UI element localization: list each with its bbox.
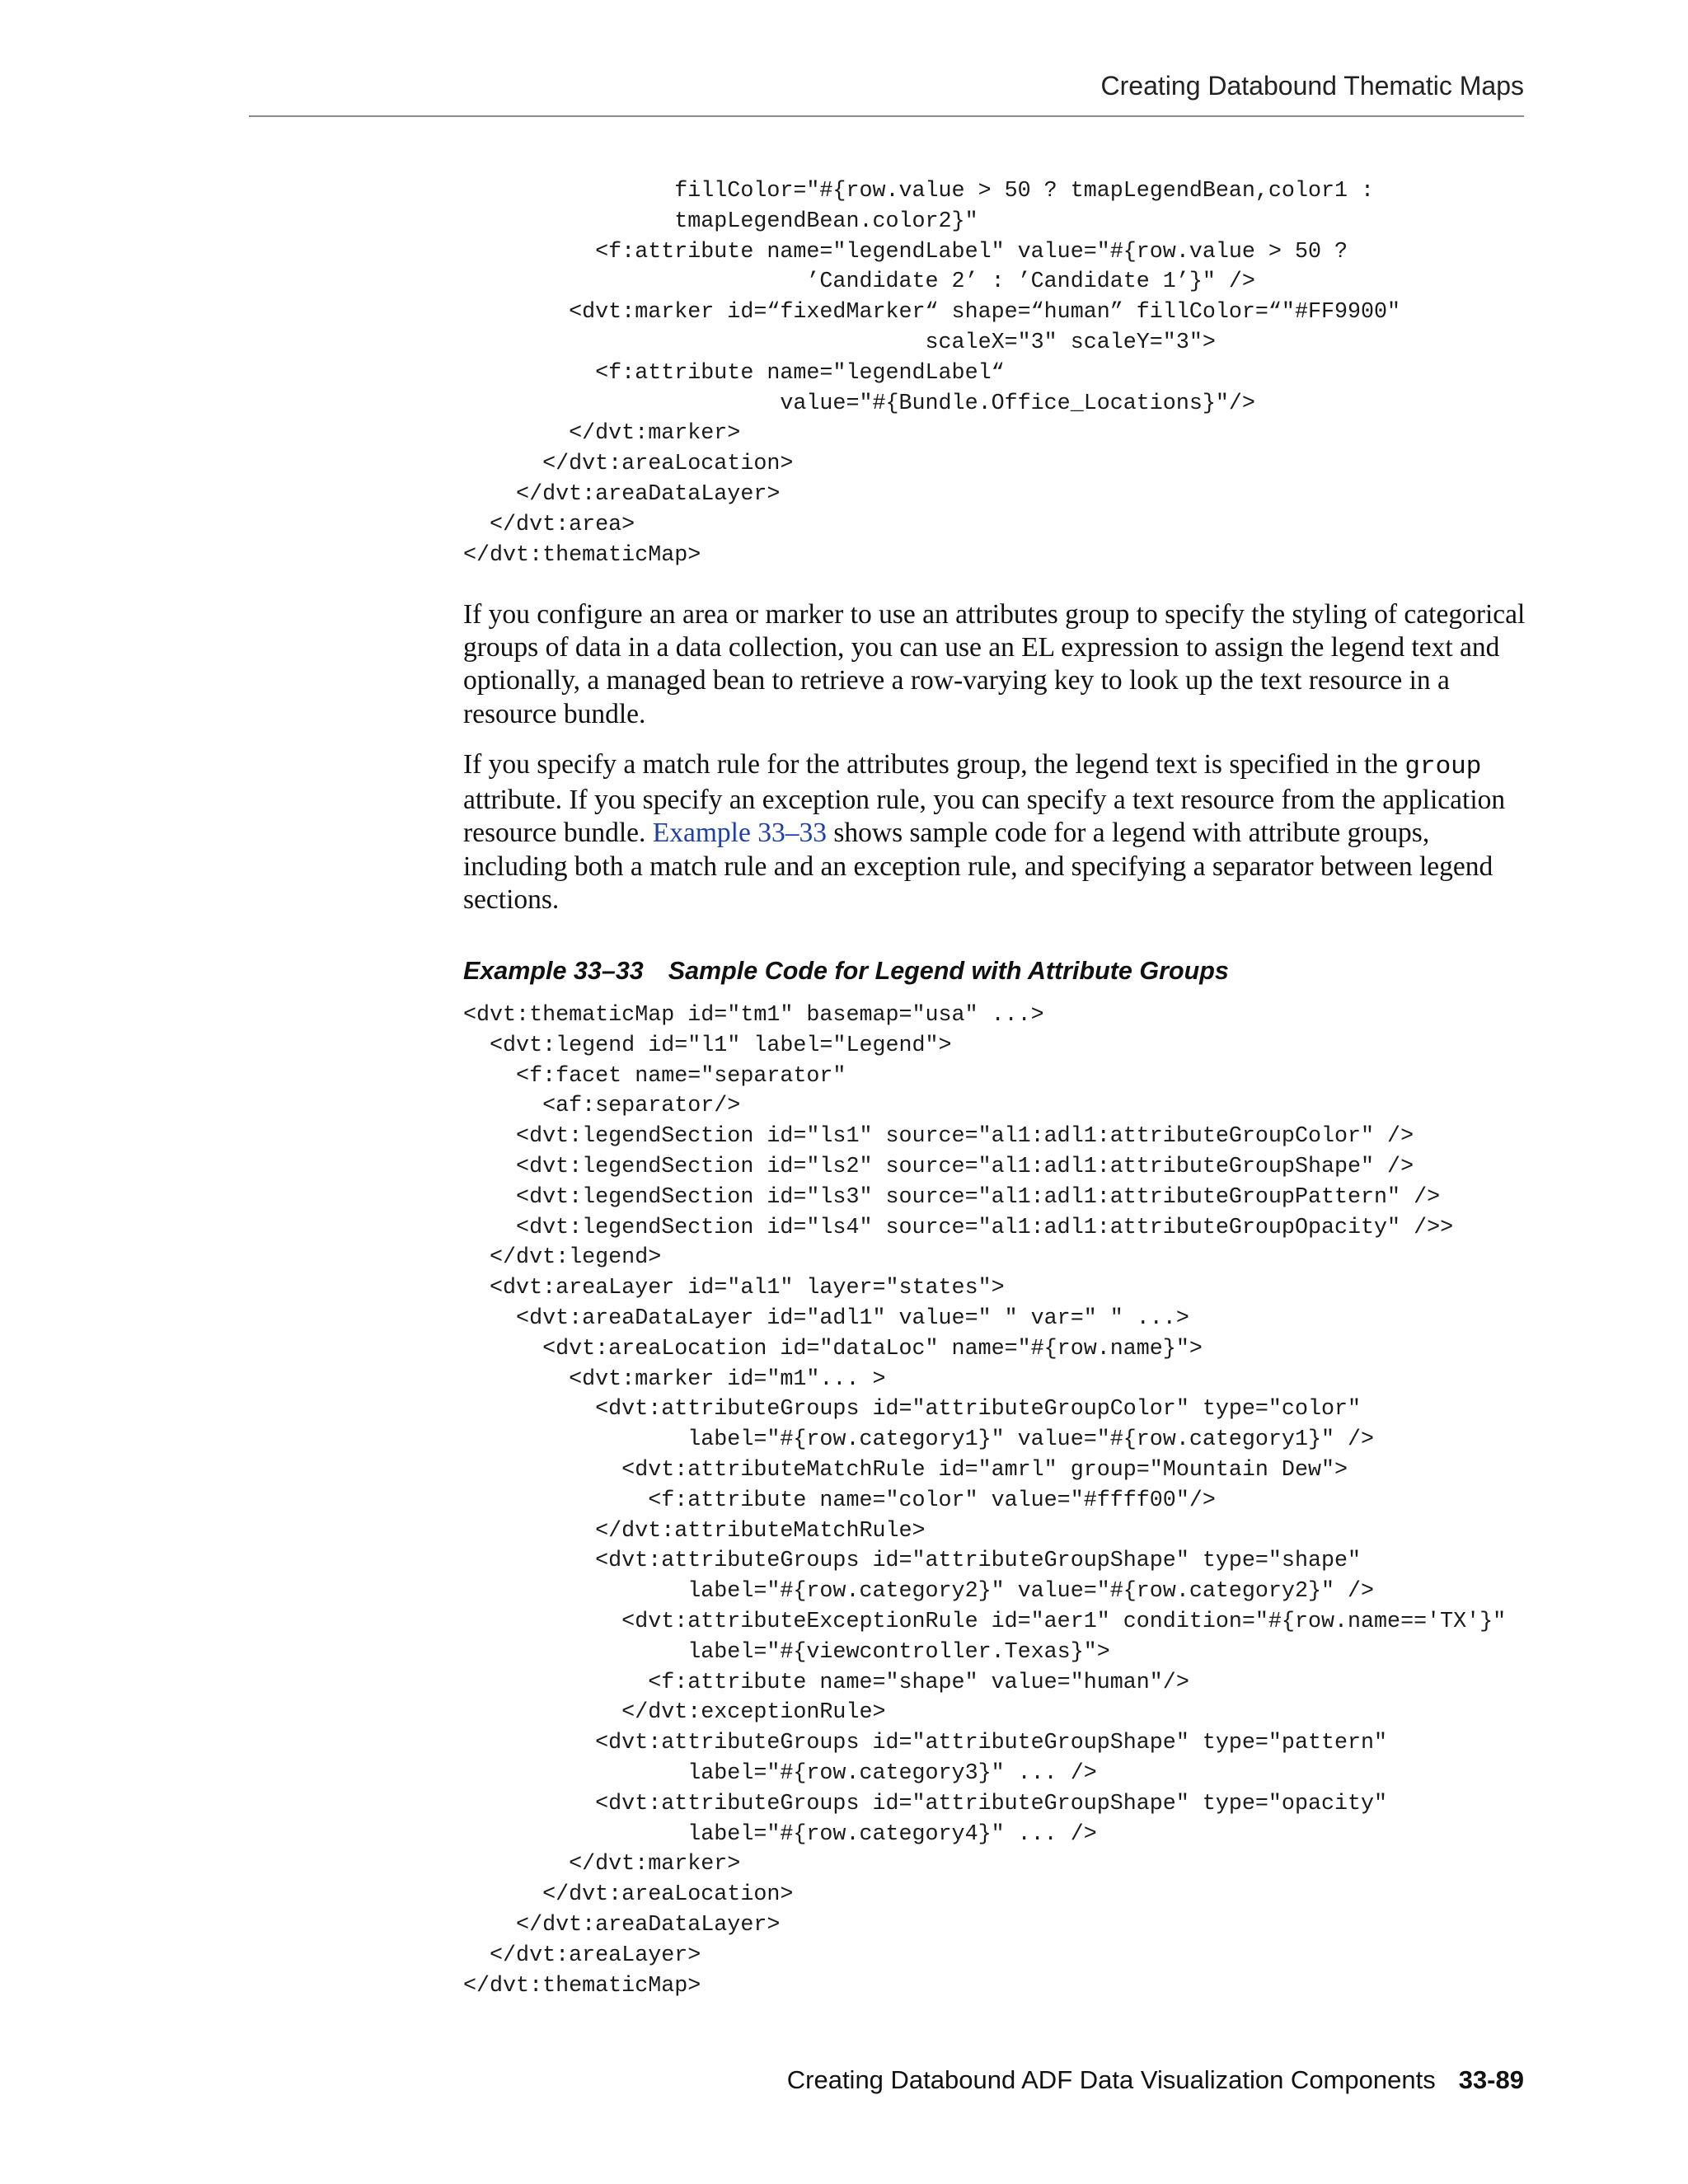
running-header: Creating Databound Thematic Maps — [1100, 71, 1524, 101]
page-number: 33-89 — [1458, 2065, 1524, 2094]
paragraph-2-text-start: If you specify a match rule for the attributes group, the legend text is specified in the — [463, 749, 1405, 780]
body-paragraph-2 — [463, 748, 1526, 916]
example-number: Example 33–33 — [463, 957, 644, 985]
paragraph-2-text-middle: attribute. If you specify an exception rule, you can specify a text resource from the application resource bundle. — [463, 785, 1506, 849]
example-cross-reference-link[interactable]: Example 33–33 — [652, 818, 827, 849]
paragraph-2-text-end: shows sample code for a legend with attribute groups, including both a match rule and an exception rule, and specifying a separator between legend sections. — [463, 818, 1493, 915]
header-rule — [249, 115, 1524, 117]
code-block-continuation: fillColor="#{row.value > 50 ? tmapLegendBean,color1 : tmapLegendBean.color2}" <f:attribute name="legendLabel" value="#{row.value > 50 ? ’Candidate 2’ : ’Candidate 1’}" /> <dvt:marker id=“fixedMarker“ shape=“human” fillColor=“"#FF9900" scaleX="3" scaleY="3"> <f:attribute name="legendLabel“ value="#{Bundle.Office_Locations}"/> </dvt:marker> </dvt:areaLocation> </dvt:areaDataLayer> </dvt:area> </dvt:thematicMap> — [463, 179, 1401, 568]
inline-code-group: group — [1404, 752, 1482, 781]
example-caption: Sample Code for Legend with Attribute Groups — [668, 957, 1229, 985]
example-title — [463, 957, 1229, 986]
page-footer — [787, 2065, 1524, 2095]
footer-chapter-title: Creating Databound ADF Data Visualization Components — [786, 2065, 1436, 2094]
code-block-example: <dvt:thematicMap id="tm1" basemap="usa" ...> <dvt:legend id="l1" label="Legend"> <f:facet name="separator" <af:separator/> <dvt:legendSection id="ls1" source="al1:adl1:attributeGroupColor" /> <dvt:legendSection id="ls2" source="al1:adl1:attributeGroupShape" /> <dvt:legendSection id="ls3" source="al1:adl1:attributeGroupPattern" /> <dvt:legendSection id="ls4" source="al1:adl1:attributeGroupOpacity" />> </dvt:legend> <dvt:areaLayer id="al1" layer="states"> <dvt:areaDataLayer id="adl1" value=" " var=" " ...> <dvt:areaLocation id="dataLoc" name="#{row.name}"> <dvt:marker id="m1"... > <dvt:attributeGroups id="attributeGroupColor" type="color" label="#{row.category1}" value="#{row.category1}" /> <dvt:attributeMatchRule id="amrl" group="Mountain Dew"> <f:attribute name="color" value="#ffff00"/> </dvt:attributeMatchRule> <dvt:attributeGroups id="attributeGroupShape" type="shape" label="#{row.category2}" value="#{row.category2}" /> <dvt:attributeExceptionRule id="aer1" condition="#{row.name=='TX'}" label="#{viewcontroller.Texas}"> <f:attribute name="shape" value="human"/> </dvt:exceptionRule> <dvt:attributeGroups id="attributeGroupShape" type="pattern" label="#{row.category3}" ... /> <dvt:attributeGroups id="attributeGroupShape" type="opacity" label="#{row.category4}" ... /> </dvt:marker> </dvt:areaLocation> </dvt:areaDataLayer> </dvt:areaLayer> </dvt:thematicMap> — [463, 1003, 1507, 1999]
body-paragraph-1: If you configure an area or marker to use an attributes group to specify the styling of categorical groups of data in a data collection, you can use an EL expression to assign the legend text and optionally, a managed bean to retrieve a row-varying key to look up the text resource in a resource bundle. — [463, 599, 1526, 729]
